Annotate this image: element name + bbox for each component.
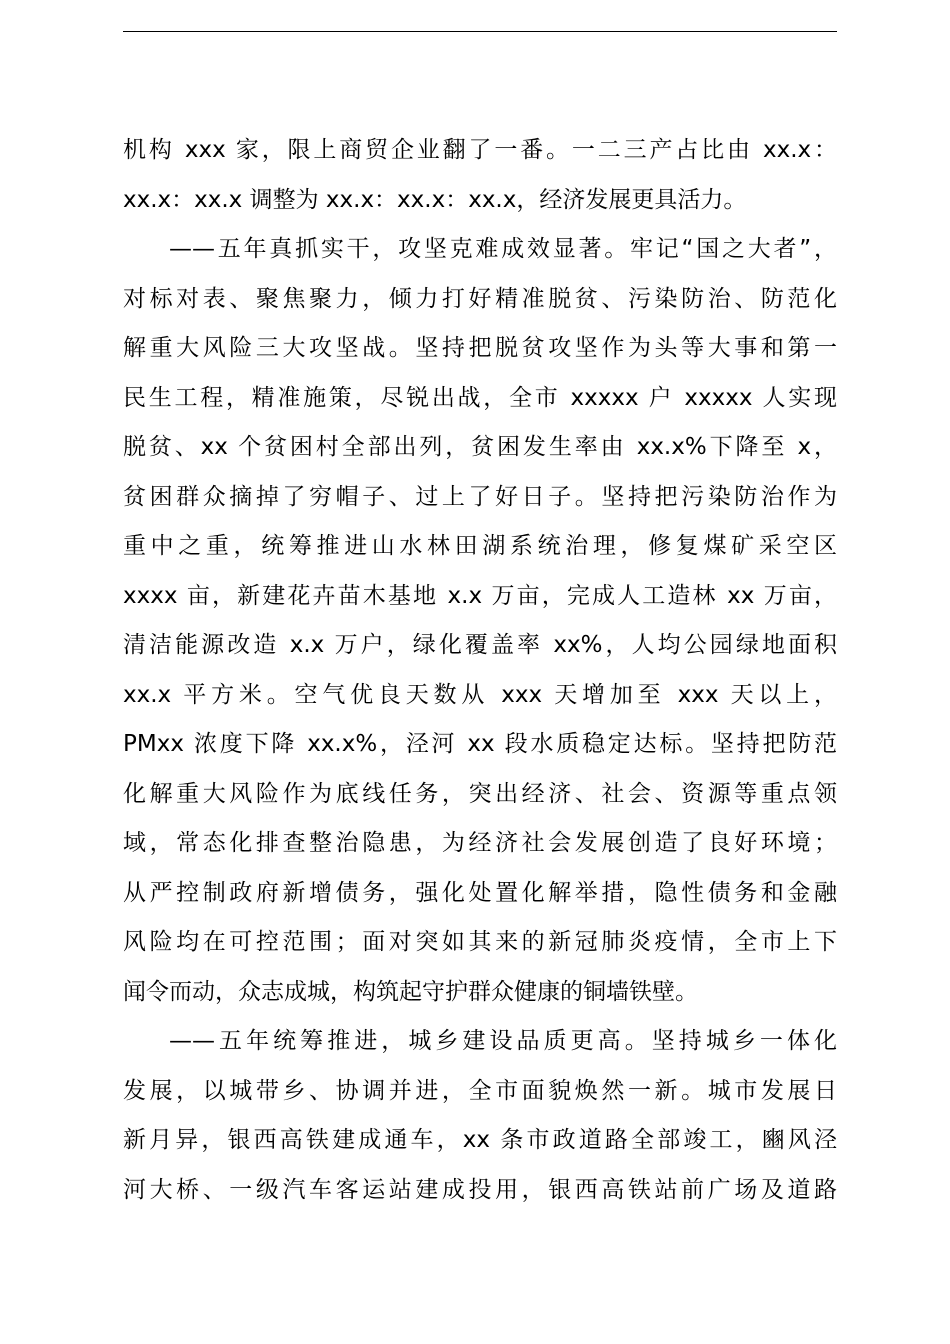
text-line: 从严控制政府新增债务，强化处置化解举措，隐性债务和金融 xyxy=(123,879,837,906)
text-line: 脱贫、xx 个贫困村全部出列，贫困发生率由 xx.x%下降至 x， xyxy=(123,434,837,460)
text-line: xx.x：xx.x 调整为 xx.x：xx.x：xx.x，经济发展更具活力。 xyxy=(123,186,747,213)
text-line: 对标对表、聚焦聚力，倾力打好精准脱贫、污染防治、防范化 xyxy=(123,285,837,312)
text-line: 风险均在可控范围；面对突如其来的新冠肺炎疫情，全市上下 xyxy=(123,929,837,955)
text-line: 贫困群众摘掉了穷帽子、过上了好日子。坚持把污染防治作为 xyxy=(123,483,837,510)
text-line: xxxx 亩，新建花卉苗木基地 x.x 万亩，完成人工造林 xx 万亩， xyxy=(123,582,837,609)
text-line: PMxx 浓度下降 xx.x%，泾河 xx 段水质稳定达标。坚持把防范 xyxy=(123,731,837,757)
text-line: 域，常态化排查整治隐患，为经济社会发展创造了良好环境； xyxy=(123,830,837,856)
text-line: 河大桥、一级汽车客运站建成投用，银西高铁站前广场及道路 xyxy=(123,1176,837,1203)
header-rule xyxy=(123,31,837,32)
text-line: 重中之重，统筹推进山水林田湖系统治理，修复煤矿采空区 xyxy=(123,533,837,559)
text-line: 化解重大风险作为底线任务，突出经济、社会、资源等重点领 xyxy=(123,780,837,807)
text-line: 民生工程，精准施策，尽锐出战，全市 xxxxx 户 xxxxx 人实现 xyxy=(123,384,837,411)
text-line: 新月异，银西高铁建成通车，xx 条市政道路全部竣工，豳风泾 xyxy=(123,1127,837,1153)
body-text xyxy=(123,126,837,1215)
paragraph-start-line: ——五年真抓实干，攻坚克难成效显著。牢记“国之大者”， xyxy=(169,236,837,262)
text-line: 发展，以城带乡、协调并进，全市面貌焕然一新。城市发展日 xyxy=(123,1077,837,1104)
text-line: 闻令而动，众志成城，构筑起守护群众健康的铜墙铁壁。 xyxy=(123,978,698,1005)
text-line: 解重大风险三大攻坚战。坚持把脱贫攻坚作为头等大事和第一 xyxy=(123,335,837,361)
paragraph-start-line: ——五年统筹推进，城乡建设品质更高。坚持城乡一体化 xyxy=(169,1028,837,1054)
text-line: 清洁能源改造 x.x 万户，绿化覆盖率 xx%，人均公园绿地面积 xyxy=(123,632,837,658)
text-line: 机构 xxx 家，限上商贸企业翻了一番。一二三产占比由 xx.x： xyxy=(123,137,837,163)
text-line: xx.x 平方米。空气优良天数从 xxx 天增加至 xxx 天以上， xyxy=(123,681,837,708)
